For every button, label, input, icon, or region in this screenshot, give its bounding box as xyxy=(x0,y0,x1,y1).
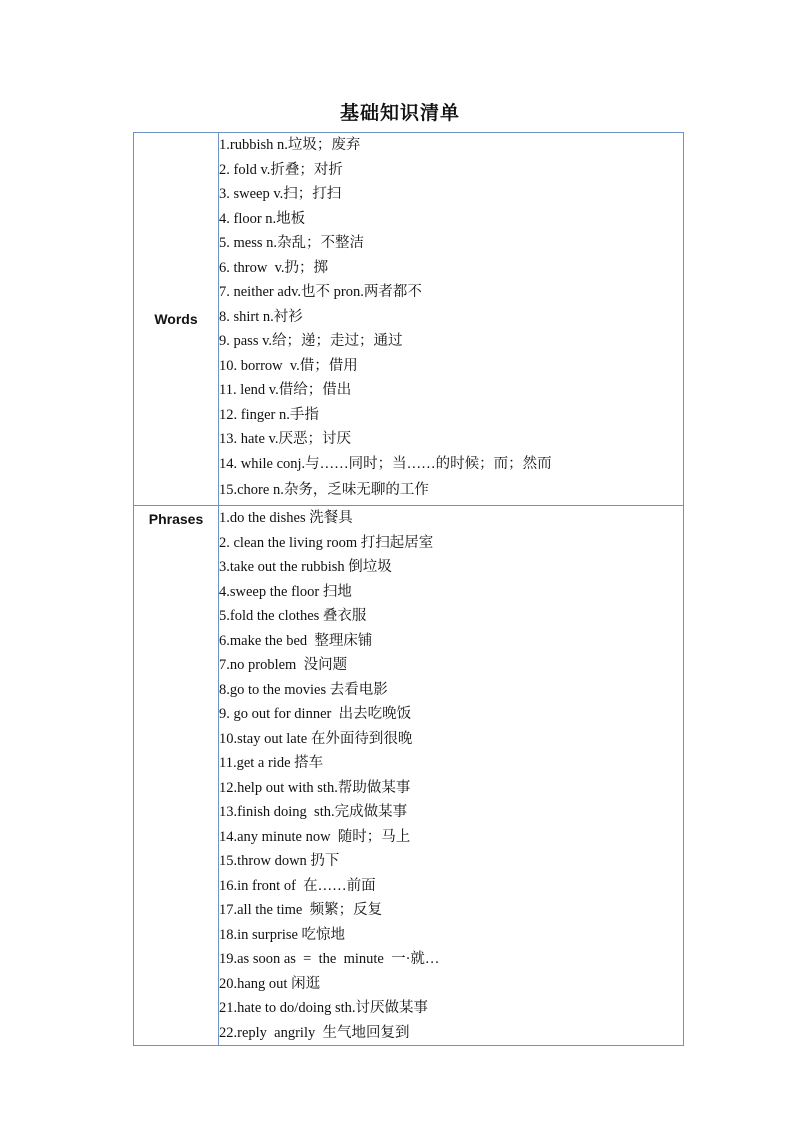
phrases-label: Phrases xyxy=(134,506,219,1046)
word-item: 2. fold v.折叠；对折 xyxy=(219,161,343,178)
word-item: 4. floor n.地板 xyxy=(219,210,306,227)
phrase-item: 8.go to the movies 去看电影 xyxy=(219,681,388,698)
vocabulary-table xyxy=(133,132,684,1046)
words-row xyxy=(134,133,684,506)
word-item: 6. throw v.扔；掷 xyxy=(219,259,329,276)
phrase-item: 18.in surprise 吃惊地 xyxy=(219,926,346,943)
word-item: 1.rubbish n.垃圾；废弃 xyxy=(219,137,361,153)
phrase-item: 9. go out for dinner 出去吃晚饭 xyxy=(219,706,412,722)
phrase-item: 15.throw down 扔下 xyxy=(219,853,340,869)
words-label: Words xyxy=(134,133,219,506)
phrase-item: 14.any minute now 随时；马上 xyxy=(219,828,411,845)
phrase-item: 13.finish doing sth.完成做某事 xyxy=(219,804,408,820)
word-item: 15.chore n.杂务，乏味无聊的工作 xyxy=(219,482,429,498)
word-item: 7. neither adv.也不 pron.两者都不 xyxy=(219,284,422,300)
phrase-item: 3.take out the rubbish 倒垃圾 xyxy=(219,559,392,575)
phrase-item: 17.all the time 频繁；反复 xyxy=(219,902,383,918)
word-item: 5. mess n.杂乱；不整洁 xyxy=(219,235,364,251)
phrase-item: 12.help out with sth.帮助做某事 xyxy=(219,779,411,796)
phrase-item: 10.stay out late 在外面待到很晚 xyxy=(219,730,413,747)
phrase-item: 4.sweep the floor 扫地 xyxy=(219,583,352,600)
phrase-item: 16.in front of 在……前面 xyxy=(219,877,376,894)
word-item: 8. shirt n.衬衫 xyxy=(219,308,303,325)
word-item: 11. lend v.借给；借出 xyxy=(219,382,352,398)
word-item: 14. while conj.与……同时；当……的时候；而；然而 xyxy=(219,455,552,472)
phrase-item: 19.as soon as = the minute 一·就… xyxy=(219,951,440,967)
phrases-list xyxy=(219,506,684,1046)
phrases-row xyxy=(134,506,684,1046)
phrase-item: 5.fold the clothes 叠衣服 xyxy=(219,608,367,624)
phrase-item: 7.no problem 没问题 xyxy=(219,657,348,673)
phrase-item: 6.make the bed 整理床铺 xyxy=(219,632,373,649)
words-list xyxy=(219,133,684,506)
phrase-item: 20.hang out 闲逛 xyxy=(219,975,321,992)
word-item: 3. sweep v.扫；打扫 xyxy=(219,186,342,202)
phrase-item: 1.do the dishes 洗餐具 xyxy=(219,510,353,526)
word-item: 13. hate v.厌恶；讨厌 xyxy=(219,431,351,447)
word-item: 12. finger n.手指 xyxy=(219,406,319,423)
word-item: 9. pass v.给；递；走过；通过 xyxy=(219,333,403,349)
phrase-item: 21.hate to do/doing sth.讨厌做某事 xyxy=(219,1000,429,1016)
phrase-item: 2. clean the living room 打扫起居室 xyxy=(219,534,434,551)
word-item: 10. borrow v.借；借用 xyxy=(219,357,358,374)
phrase-item: 11.get a ride 搭车 xyxy=(219,755,324,771)
page-title: 基础知识清单 xyxy=(339,102,460,124)
phrase-item: 22.reply angrily 生气地回复到 xyxy=(219,1024,410,1041)
